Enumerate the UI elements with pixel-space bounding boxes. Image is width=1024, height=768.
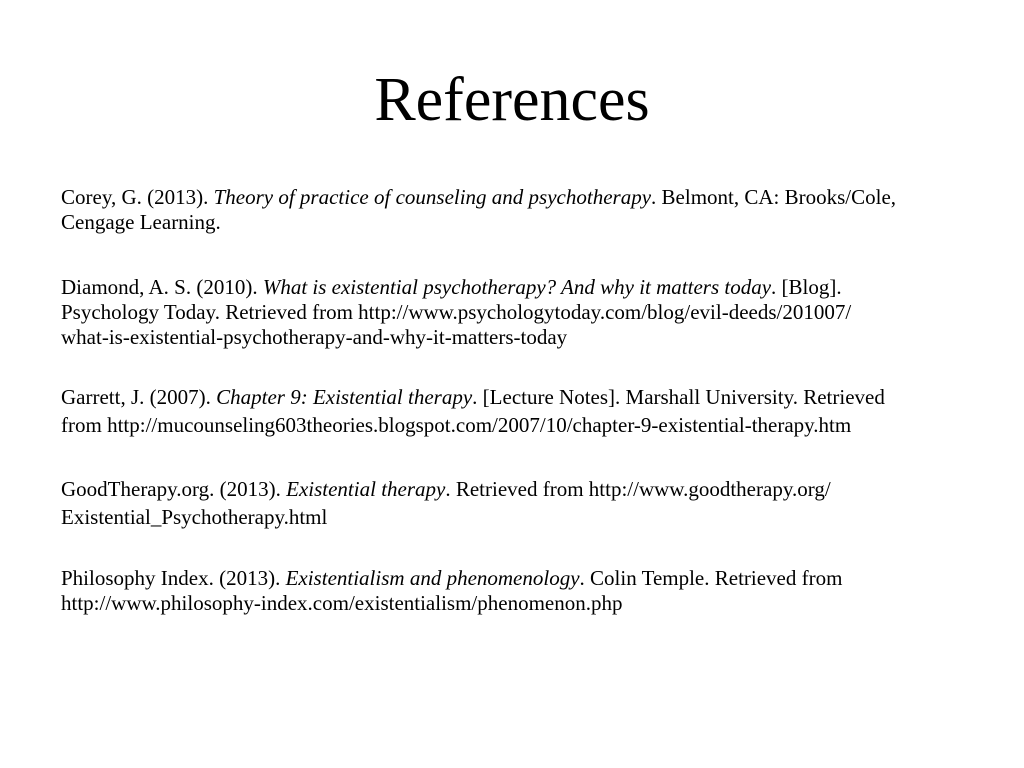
reference-tail: . [Blog]. (771, 275, 842, 299)
reference-continuation: Psychology Today. Retrieved from http://www.psychologytoday.com/blog/evil-deeds/201007/ (61, 300, 852, 324)
slide-title: References (374, 66, 650, 134)
reference-lead: Garrett, J. (2007). (61, 385, 217, 409)
reference-lead: Corey, G. (2013). (61, 185, 214, 209)
reference-item-diamond (61, 275, 971, 350)
reference-item-corey (61, 185, 971, 235)
reference-title: Existential therapy (286, 477, 446, 501)
reference-item-garrett (61, 383, 971, 439)
reference-lead: GoodTherapy.org. (2013). (61, 477, 287, 501)
reference-tail: . Belmont, CA: Brooks/Cole, (651, 185, 897, 209)
reference-tail: . Retrieved from http://www.goodtherapy.org/ (445, 477, 831, 501)
reference-continuation: from http://mucounseling603theories.blogspot.com/2007/10/chapter-9-existential-therapy.htm (61, 413, 852, 437)
reference-continuation: http://www.philosophy-index.com/existentialism/phenomenon.php (61, 591, 623, 615)
reference-continuation: Cengage Learning. (61, 210, 221, 234)
reference-title: Chapter 9: Existential therapy (216, 385, 473, 409)
reference-item-goodtherapy (61, 475, 971, 531)
reference-title: Existentialism and phenomenology (285, 566, 580, 590)
reference-item-philosophy-index (61, 566, 971, 616)
reference-title: What is existential psychotherapy? And why it matters today (262, 275, 772, 299)
reference-continuation: what-is-existential-psychotherapy-and-why-it-matters-today (61, 325, 568, 349)
reference-lead: Philosophy Index. (2013). (61, 566, 286, 590)
reference-tail: . Colin Temple. Retrieved from (579, 566, 843, 590)
reference-continuation: Existential_Psychotherapy.html (61, 505, 328, 529)
reference-lead: Diamond, A. S. (2010). (61, 275, 263, 299)
reference-title: Theory of practice of counseling and psychotherapy (213, 185, 652, 209)
reference-tail: . [Lecture Notes]. Marshall University. Retrieved (472, 385, 885, 409)
